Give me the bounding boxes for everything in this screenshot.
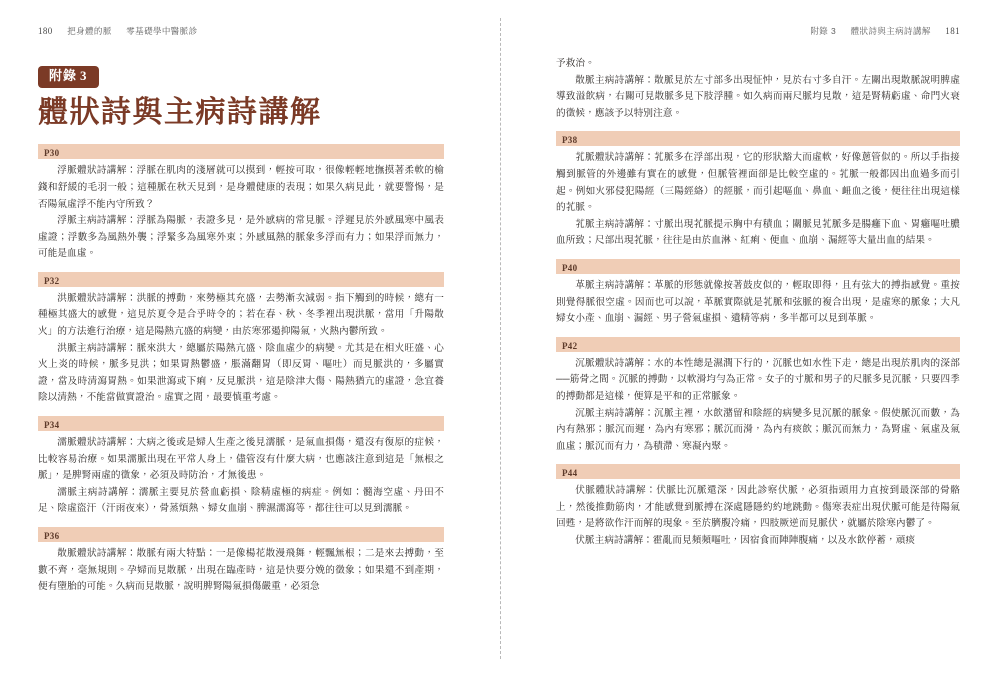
continued-text-block bbox=[556, 56, 960, 122]
section-p32 bbox=[38, 272, 444, 407]
section-body-p44 bbox=[556, 483, 960, 549]
section-p44 bbox=[556, 464, 960, 549]
left-running-head-subtitle: 零基礎學中醫脈診 bbox=[126, 26, 198, 36]
section-body-p40 bbox=[556, 278, 960, 328]
paragraph: 洪脈主病詩講解：脈來洪大，總屬於陽熱亢盛、陰血虛少的病變。尤其是在相火旺盛、心火上炎的時候，脈多見洪；如果胃熱鬱盛，脹滿翻胃（即反胃、嘔吐）而見脈洪的，多屬實證，當及時清瀉胃熱。如果泄瀉或下痢，反見脈洪，這是陰津大傷、陽熱猶亢的虛證，急宜養陰以清熱，不能當做實證治。虛實之間，最要慎重考慮。 bbox=[38, 342, 444, 404]
paragraph: 予救治。 bbox=[556, 58, 595, 69]
section-body-p34 bbox=[38, 435, 444, 518]
section-bar-p42 bbox=[556, 337, 960, 352]
section-body-p38 bbox=[556, 150, 960, 250]
right-running-head-appendix-number: 3 bbox=[830, 26, 837, 36]
section-p38 bbox=[556, 131, 960, 250]
section-bar-p36 bbox=[38, 527, 444, 542]
right-page bbox=[500, 0, 1000, 677]
section-bar-p44 bbox=[556, 464, 960, 479]
left-running-head-book-title: 把身體的脈 bbox=[67, 26, 112, 36]
appendix-badge-number: 3 bbox=[80, 68, 88, 83]
paragraph: 浮脈體狀詩講解：浮脈在肌肉的淺層就可以摸到，輕按可取，很像輕輕地撫摸著柔軟的榆錢和舒緩的毛羽一般；這種脈在秋天見到，是身體健康的表現；如果久病見此，就要警惕，是否陽氣虛浮不能內守所致？ bbox=[38, 165, 444, 210]
section-bar-p38 bbox=[556, 131, 960, 146]
section-bar-p32 bbox=[38, 272, 444, 287]
left-running-head bbox=[38, 24, 444, 38]
paragraph: 散脈主病詩講解：散脈見於左寸部多出現怔忡，見於右寸多自汗。左關出現散脈說明脾虛導致溢飲病，右關可見散脈多見下肢浮腫。如久病而兩尺脈均見散，這是腎精虧虛、命門火衰的徵候，應該予以特別注意。 bbox=[556, 74, 960, 119]
section-p30 bbox=[38, 144, 444, 263]
section-body-p30 bbox=[38, 163, 444, 263]
appendix-title-block bbox=[38, 66, 444, 130]
section-marker-label: P32 bbox=[44, 275, 60, 286]
section-body-p42 bbox=[556, 356, 960, 456]
appendix-badge bbox=[38, 66, 99, 88]
section-marker-label: P36 bbox=[44, 531, 60, 542]
section-marker-label: P40 bbox=[562, 262, 578, 273]
section-bar-p34 bbox=[38, 416, 444, 431]
section-marker-label: P34 bbox=[44, 420, 60, 431]
paragraph: 沉脈體狀詩講解：水的本性總是濕潤下行的，沉脈也如水性下走，總是出現於肌肉的深部──筋骨之間。沉脈的搏動，以軟滑均勻為正常。女子的寸脈和男子的尺脈多見沉脈，只要四季的搏動都是這樣，便算是平和的正常脈象。 bbox=[556, 357, 960, 402]
paragraph: 芤脈體狀詩講解：芤脈多在浮部出現，它的形狀豁大而虛軟，好像蔥管似的。所以手指接觸到脈管的外邊雖有實在的感覺，但脈管裡面卻是比較空虛的。芤脈一般都因出血過多而引起。例如火邪侵犯陽經（三陽經絡）的經脈，而引起嘔血、鼻血、衄血之後，便往往出現這樣的芤脈。 bbox=[556, 152, 960, 214]
section-bar-p30 bbox=[38, 144, 444, 159]
paragraph: 沉脈主病詩講解：沉脈主裡，水飲潴留和陰經的病變多見沉脈的脈象。假使脈沉而數，為內有熱邪；脈沉而遲，為內有寒邪；脈沉而滑，為內有痰飲；脈沉而無力，為腎虛、氣虛及氣血虛；脈沉而有力，為積滯、寒凝內聚。 bbox=[556, 407, 960, 452]
section-marker-label: P30 bbox=[44, 148, 60, 159]
right-running-head-appendix-label: 附錄 bbox=[810, 26, 829, 36]
paragraph: 浮脈主病詩講解：浮脈為陽脈，表證多見，是外感病的常見脈。浮遲見於外感風寒中風表虛證；浮數多為風熱外襲；浮緊多為風寒外束；外感風熱的脈象多浮而有力；如果浮而無力，可能是血虛。 bbox=[38, 215, 444, 260]
right-page-folio: 181 bbox=[945, 26, 960, 36]
section-p40 bbox=[556, 259, 960, 328]
appendix-badge-label: 附錄 bbox=[49, 68, 78, 83]
section-marker-label: P38 bbox=[562, 135, 578, 146]
section-p36 bbox=[38, 527, 444, 596]
paragraph: 濡脈體狀詩講解：大病之後或是婦人生產之後見濡脈，是氣血損傷，還沒有復原的症候，比較容易治療。如果濡脈出現在平常人身上，儘管沒有什麼大病，也應該注意到這是「無根之脈」，是脾腎兩虛的徵象，必須及時防治，才無後患。 bbox=[38, 437, 444, 482]
section-marker-label: P44 bbox=[562, 468, 578, 479]
paragraph: 伏脈體狀詩講解：伏脈比沉脈還深，因此診察伏脈，必須指頭用力直按到最深部的骨骼上，然後推動筋肉，才能感覺到脈搏在深處隱隱約約地跳動。傷寒表症出現伏脈可能是待陽氣回甦，是將欲作汗而解的現象。至於臍腹冷痛，四肢厥逆而見脈伏，就屬於陰寒內鬱了。 bbox=[556, 485, 960, 530]
paragraph: 伏脈主病詩講解：霍亂而見頻頻嘔吐，因宿食而陣陣腹痛，以及水飲停蓄，頑痰 bbox=[575, 535, 916, 547]
section-p34 bbox=[38, 416, 444, 518]
left-page-folio: 180 bbox=[38, 26, 53, 36]
right-running-head-title: 體狀詩與主病詩講解 bbox=[850, 26, 931, 36]
paragraph: 芤脈主病詩講解：寸脈出現芤脈提示胸中有積血；關脈見芤脈多是腸癰下血、胃癰嘔吐膿血所致；尺部出現芤脈，往往是由於血淋、紅痢、便血、血崩、漏經等大量出血的結果。 bbox=[556, 218, 960, 247]
section-body-p36 bbox=[38, 546, 444, 596]
paragraph: 洪脈體狀詩講解：洪脈的搏動，來勢極其充盛，去勢漸次減弱。指下觸到的時候，總有一種極其盛大的感覺，這見於夏令是合乎時令的；若在春、秋、冬季裡出現洪脈，當用「升陽散火」的方法進行治療，這是陽熱亢盛的病變，由於寒邪遏抑陽氣，火熱內鬱所致。 bbox=[38, 292, 444, 338]
paragraph: 濡脈主病詩講解：濡脈主要見於營血虧損、陰精虛極的病症。例如：髓海空虛、丹田不足、陰虛盜汗（汗雨夜來），骨蒸煩熱、婦女血崩、脾濕濡瀉等，都往往可以見到濡脈。 bbox=[38, 486, 444, 515]
paragraph: 散脈體狀詩講解：散脈有兩大特點：一是像楊花散漫飛舞，輕飄無根；二是來去搏動，至數不齊，毫無規則。孕婦而見散脈，出現在臨產時，這是快要分娩的徵象；如果還不到產期，便有墮胎的可能。久病而見散脈，說明脾腎陽氣損傷嚴重，必須急 bbox=[38, 548, 444, 593]
section-body-p32 bbox=[38, 291, 444, 407]
paragraph: 革脈主病詩講解：革脈的形態就像按著鼓皮似的，輕取即得，且有弦大的搏指感覺。重按則覺得脈很空虛。因而也可以說，革脈實際就是芤脈和弦脈的複合出現，是虛寒的脈象；大凡婦女小產、血崩、漏經、男子營氣虛損、遺精等病，多半都可以見到革脈。 bbox=[556, 279, 960, 325]
page-title: 體狀詩與主病詩講解 bbox=[38, 95, 322, 129]
section-marker-label: P42 bbox=[562, 340, 578, 351]
section-p42 bbox=[556, 337, 960, 456]
section-bar-p40 bbox=[556, 259, 960, 274]
right-running-head bbox=[556, 24, 960, 38]
